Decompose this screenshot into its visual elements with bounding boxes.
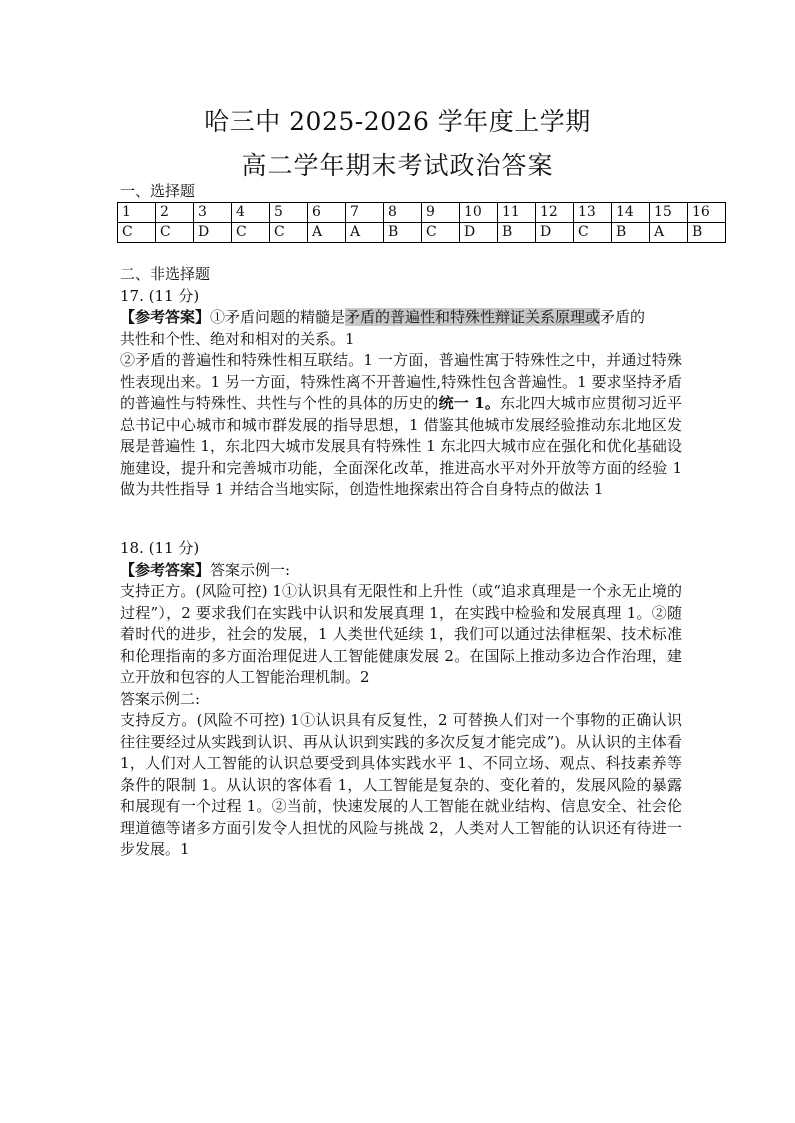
q17-p2-text-a: ②矛盾的普遍性和特殊性相互联结。1 一方面，普遍性寓于特殊性之中，并通过特殊性表现出来。1 另一方面，特殊性离不开普遍性,特殊性包含普遍性。1 要求坚持矛盾的普遍性与特殊性、共性与个性的具体的历史的 [120, 351, 682, 412]
table-cell: D [194, 223, 232, 243]
table-cell: 6 [308, 203, 346, 223]
q18-ref-line [120, 560, 682, 582]
table-cell: C [156, 223, 194, 243]
answer-table [117, 202, 726, 243]
table-cell: C [232, 223, 270, 243]
table-cell: A [346, 223, 384, 243]
q18-example2-label: 答案示例二: [120, 689, 201, 708]
table-cell: 7 [346, 203, 384, 223]
question-number-row [118, 203, 726, 223]
table-cell: C [574, 223, 612, 243]
question-18 [120, 538, 682, 861]
table-cell: 14 [612, 203, 650, 223]
q18-example2-text: 支持反方。(风险不可控) 1①认识具有反复性，2 可替换人们对一个事物的正确认识往往要经过从实践到认识、再从认识到实践的多次反复才能完成”)。从认识的主体看 1，人们对人工智能的认识总要受到具体实践水平 1、不同立场、观点、科技素养等条件的限制 1。从认识的客体看 1，人工智能是复杂的、变化着的，发展风险的暴露和展现有一个过程 1。②当前，快速发展的人工智能在就业结构、信息安全、社会伦理道德等诸多方面引发令人担忧的风险与挑战 2，人类对人工智能的认识还有待进一步发展。1 [120, 711, 682, 858]
q17-answer-line1 [120, 307, 682, 329]
q18-example1-label: 答案示例一: [210, 560, 291, 579]
q18-header: 18. (11 分) [120, 539, 200, 557]
table-cell: 15 [650, 203, 688, 223]
table-cell: B [498, 223, 536, 243]
table-cell: 2 [156, 203, 194, 223]
table-cell: C [422, 223, 460, 243]
table-cell: B [612, 223, 650, 243]
table-cell: 9 [422, 203, 460, 223]
q17-ref-label: 【参考答案】 [120, 308, 211, 326]
table-cell: C [270, 223, 308, 243]
table-cell: 5 [270, 203, 308, 223]
q18-ref-label: 【参考答案】 [120, 560, 211, 579]
table-cell: 4 [232, 203, 270, 223]
table-cell: 12 [536, 203, 574, 223]
section-nonchoice-heading: 二、非选择题 [120, 265, 211, 283]
table-cell: 1 [118, 203, 156, 223]
q17-text-b: 矛盾的 [600, 308, 646, 326]
section-nonchoice [120, 264, 682, 501]
q17-p2-text-b: 东北四大城市应贯彻习近平总书记中心城市和城市群发展的指导思想，1 借鉴其他城市发展经验推动东北地区发展是普遍性 1，东北四大城市发展具有特殊性 1 东北四大城市应在强化和优化基础设施建设，提升和完善城市功能，全面深化改革，推进高水平对外开放等方面的经验 1 做为共性指导 1 并结合当地实际，创造性地探索出符合自身特点的做法 1 [120, 394, 682, 498]
table-cell: D [536, 223, 574, 243]
table-cell: 16 [688, 203, 726, 223]
table-cell: B [384, 223, 422, 243]
table-cell: 11 [498, 203, 536, 223]
q17-text-a: ①矛盾问题的精髓是 [210, 308, 346, 326]
table-cell: A [650, 223, 688, 243]
table-cell: 3 [194, 203, 232, 223]
table-cell: A [308, 223, 346, 243]
q18-example1-text: 支持正方。(风险可控) 1①认识具有无限性和上升性（或“追求真理是一个永无止境的过程”），2 要求我们在实践中认识和发展真理 1，在实践中检验和发展真理 1。②随着时代的进步，社会的发展，1 人类世代延续 1，我们可以通过法律框架、技术标准和伦理指南的多方面治理促进人工智能健康发展 2。在国际上推动多边合作治理，建立开放和包容的人工智能治理机制。2 [120, 582, 682, 686]
answer-row [118, 223, 726, 243]
q17-header: 17. (11 分) [120, 286, 200, 305]
table-cell: 10 [460, 203, 498, 223]
table-cell: B [688, 223, 726, 243]
table-cell: 8 [384, 203, 422, 223]
q17-paragraph2 [120, 350, 682, 501]
table-cell: 13 [574, 203, 612, 223]
document-subtitle: 高二学年期末考试政治答案 [241, 151, 554, 180]
section-choice-heading: 一、选择题 [120, 182, 196, 200]
q17-highlighted-text: 矛盾的普遍性和特殊性辩证关系原理或 [345, 308, 601, 326]
q17-p2-bold: 统一 1。 [438, 394, 501, 412]
document-title: 哈三中 2025-2026 学年度上学期 [204, 107, 591, 136]
table-cell: D [460, 223, 498, 243]
q17-answer-line2: 共性和个性、绝对和相对的关系。1 [120, 329, 355, 348]
table-cell: C [118, 223, 156, 243]
